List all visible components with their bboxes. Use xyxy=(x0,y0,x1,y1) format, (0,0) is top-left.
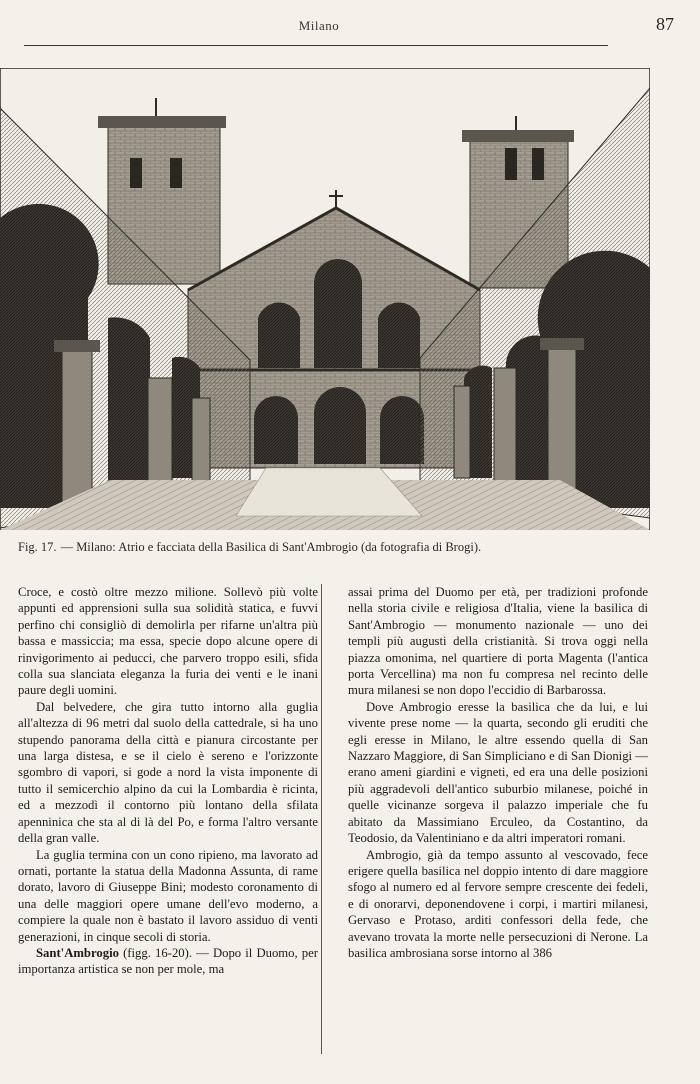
right-column xyxy=(348,584,648,1064)
figure-caption-text: — Milano: Atrio e facciata della Basilica di Sant'Ambrogio (da fotografia di Brogi). xyxy=(60,540,482,554)
left-column xyxy=(18,584,318,1064)
section-lead: Sant'Ambrogio xyxy=(36,945,119,960)
engraving-illustration xyxy=(0,68,650,530)
page-number: 87 xyxy=(656,14,674,34)
paragraph: assai prima del Duomo per età, per tradizioni profonde nella storia civile e religiosa d'Italia, viene la basilica di Sant'Ambrogio — monumento nazionale — uno dei templi più augusti della cristianità. Si trova oggi nella piazza omonima, nel quartiere di porta Magenta (l'antica porta Vercellina) ma non fu compresa nel recinto delle mura milanesi se non dopo l'eccidio di Barbarossa. xyxy=(348,585,648,698)
paragraph: Ambrogio, già da tempo assunto al vescovado, fece erigere quella basilica nel doppio intento di dare maggiore sfogo al numero ed al fervore sempre crescente dei fedeli, e di onorarvi, deponendovene i corpi, i martiri milanesi, Gervaso e Protaso, arditi confessori della fede, che avevano trovata la morte nelle persecuzioni di Nerone. La basilica ambrosiana sorse intorno al 386 xyxy=(348,847,648,960)
paragraph: Dove Ambrogio eresse la basilica che da lui, e lui vivente prese nome — la quarta, secondo gli eruditi che egli eresse in Milano, le altre essendo quella di San Nazzaro Maggiore, di San Simpliciano e di San Dionigi — erano ameni giardini e vigneti, ed era una delle posizioni più aggradevoli dell'antico suburbio milanese, poiché in quelle vicinanze sorgeva il palazzo imperiale che fu abitato da Massimiano Erculeo, da Costantino, da Teodosio, da Valentiniano e da altri imperatori romani. xyxy=(348,699,648,846)
paragraph: La guglia termina con un cono ripieno, ma lavorato ad ornati, portante la statua della Madonna Assunta, di rame dorato, lavoro di Giuseppe Bini; modesto coronamento di una delle maggiori opere umane dell'evo moderno, a compiere la quale non è bastato il lavoro assiduo di venti generazioni, in cinque secoli di storia. xyxy=(18,847,318,944)
figure-number: Fig. 17. xyxy=(18,540,57,554)
paragraph-text: (figg. 16-20). — Dopo il Duomo, per importanza artistica se non per mole, ma xyxy=(18,945,318,977)
header-rule xyxy=(24,45,608,46)
article-body xyxy=(18,584,648,1064)
running-title: Milano xyxy=(298,18,340,33)
paragraph: Dal belvedere, che gira tutto intorno alla guglia all'altezza di 96 metri dal suolo della cattedrale, si ha uno stupendo panorama della città e pianura circostante per una larga distesa, e se il cielo è sereno e l'orizzonte sgombro di vapori, si gode a nord la vista imponente di tutto il semicerchio alpino da cui la Lombardia è ricinta, ed a mezzodì il contorno più lontano della sfilata apenninica che sta al di là del Po, e forma l'altro versante della gran valle. xyxy=(18,699,318,846)
page-header xyxy=(24,12,674,42)
column-divider xyxy=(321,584,322,1054)
paragraph: Croce, e costò oltre mezzo milione. Sollevò più volte appunti ed apprensioni sulla sua solidità statica, e fuvvi perfino chi consigliò di demolirla per rifarne un'altra più bassa e massiccia; ma essa, specie dopo alcune opere di rinvigorimento ai peducci, che parvero troppo esili, sfida colla sua slanciata eleganza la furia dei venti e le inani paure degli uomini. xyxy=(18,585,318,698)
paragraph xyxy=(18,945,318,978)
figure-caption xyxy=(18,540,648,555)
